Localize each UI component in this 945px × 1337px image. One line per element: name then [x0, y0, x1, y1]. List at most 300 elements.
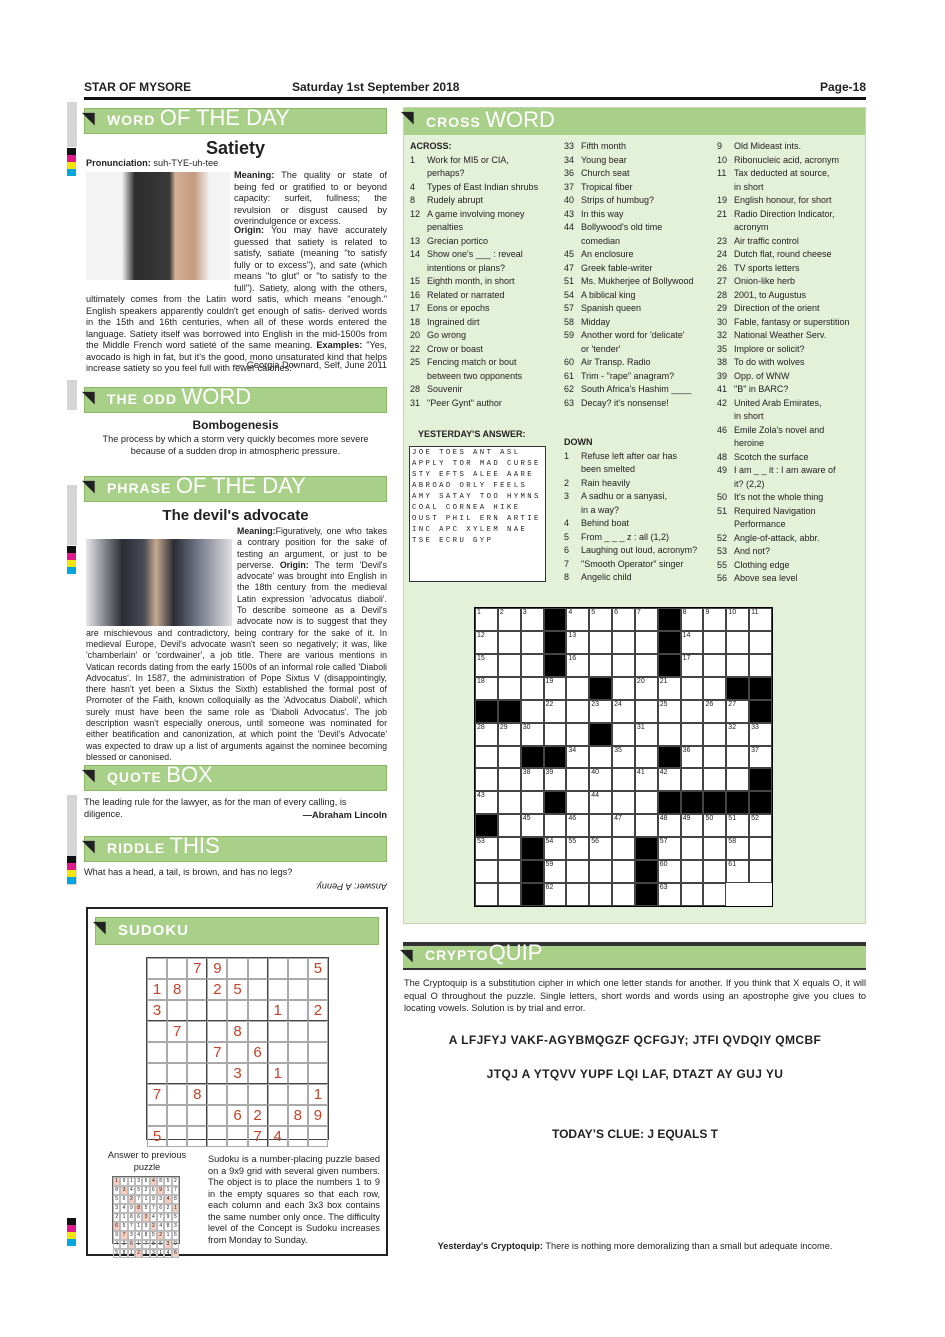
- grid-cell[interactable]: 36: [681, 746, 704, 769]
- sudoku-cell[interactable]: 8: [227, 1021, 247, 1042]
- black-square[interactable]: [521, 746, 544, 769]
- answer-word: ALEE: [473, 471, 507, 479]
- grid-cell[interactable]: [521, 791, 544, 814]
- grid-cell[interactable]: [681, 860, 704, 883]
- sudoku-cell[interactable]: 3: [227, 1063, 247, 1084]
- sudoku-cell[interactable]: [308, 1021, 328, 1042]
- grid-cell[interactable]: [612, 837, 635, 860]
- sudoku-cell[interactable]: [248, 958, 268, 979]
- grid-cell[interactable]: 55: [566, 837, 589, 860]
- grid-cell[interactable]: [749, 837, 772, 860]
- grid-cell[interactable]: [612, 883, 635, 906]
- sudoku-cell[interactable]: [308, 979, 328, 1000]
- grid-cell[interactable]: 13: [566, 631, 589, 654]
- black-square[interactable]: [749, 677, 772, 700]
- grid-cell[interactable]: 32: [726, 723, 749, 746]
- sudoku-cell[interactable]: [268, 979, 288, 1000]
- sudoku-cell[interactable]: [268, 958, 288, 979]
- black-square[interactable]: [635, 860, 658, 883]
- answer-cell: 6: [120, 1195, 127, 1204]
- answer-word: ORLY: [459, 482, 494, 490]
- clue-item: 5 From _ _ _ z : all (1,2): [564, 531, 670, 542]
- grid-cell[interactable]: 9: [703, 608, 726, 631]
- sudoku-cell[interactable]: 5: [308, 958, 328, 979]
- sudoku-cell[interactable]: 7: [187, 958, 207, 979]
- sudoku-cell[interactable]: [227, 958, 247, 979]
- grid-cell[interactable]: 52: [749, 814, 772, 837]
- answer-cell: 1: [142, 1195, 149, 1204]
- grid-cell[interactable]: [703, 860, 726, 883]
- black-square[interactable]: [749, 768, 772, 791]
- grid-cell[interactable]: [544, 723, 567, 746]
- grid-cell[interactable]: [681, 837, 704, 860]
- sudoku-cell[interactable]: [288, 979, 308, 1000]
- answer-word: INC: [412, 526, 440, 534]
- clue-item: 57 Spanish queen: [564, 303, 642, 313]
- grid-cell[interactable]: 27: [726, 700, 749, 723]
- sudoku-cell[interactable]: 9: [207, 958, 227, 979]
- grid-cell[interactable]: [635, 654, 658, 677]
- sudoku-cell[interactable]: 1: [268, 1063, 288, 1084]
- grid-cell[interactable]: 1: [475, 608, 498, 631]
- sudoku-cell[interactable]: 1: [268, 1000, 288, 1021]
- grid-cell[interactable]: [475, 883, 498, 906]
- grid-cell[interactable]: [521, 654, 544, 677]
- sudoku-cell[interactable]: [147, 1021, 167, 1042]
- sudoku-cell[interactable]: [167, 1000, 187, 1021]
- grid-cell[interactable]: [475, 746, 498, 769]
- sudoku-cell[interactable]: [187, 1063, 207, 1084]
- grid-cell[interactable]: 5: [589, 608, 612, 631]
- sudoku-cell[interactable]: [288, 958, 308, 979]
- sudoku-cell[interactable]: [268, 1105, 288, 1126]
- clue-item: 7 "Smooth Operator" singer: [564, 558, 684, 569]
- clue-item: 30 Fable, fantasy or superstition: [717, 316, 850, 327]
- sudoku-cell[interactable]: [167, 1126, 187, 1147]
- black-square[interactable]: [544, 654, 567, 677]
- cryptoquip-header: CRYPTOQUIP: [403, 942, 866, 970]
- grid-cell[interactable]: [612, 654, 635, 677]
- grid-cell[interactable]: 33: [749, 723, 772, 746]
- grid-cell[interactable]: [475, 768, 498, 791]
- grid-cell[interactable]: 41: [635, 768, 658, 791]
- sudoku-cell[interactable]: [187, 1042, 207, 1063]
- sudoku-cell[interactable]: [248, 1000, 268, 1021]
- sudoku-cell[interactable]: [147, 1042, 167, 1063]
- black-square[interactable]: [749, 791, 772, 814]
- black-square[interactable]: [635, 837, 658, 860]
- grid-cell[interactable]: [521, 700, 544, 723]
- grid-cell[interactable]: [612, 860, 635, 883]
- sudoku-cell[interactable]: [248, 979, 268, 1000]
- sudoku-grid[interactable]: [146, 957, 329, 1145]
- answer-cell: 3: [157, 1195, 164, 1204]
- grid-cell[interactable]: [703, 768, 726, 791]
- sudoku-cell[interactable]: [308, 1126, 328, 1147]
- grid-cell[interactable]: [658, 723, 681, 746]
- grid-cell[interactable]: 30: [521, 723, 544, 746]
- grid-cell[interactable]: 26: [703, 700, 726, 723]
- grid-cell[interactable]: 19: [544, 677, 567, 700]
- sudoku-cell[interactable]: 8: [167, 979, 187, 1000]
- clue-item: 8 Angelic child: [564, 572, 632, 582]
- answer-cell: 9: [164, 1213, 171, 1222]
- grid-cell[interactable]: [612, 723, 635, 746]
- grid-cell[interactable]: 53: [475, 837, 498, 860]
- grid-cell[interactable]: [521, 677, 544, 700]
- sudoku-cell[interactable]: [227, 1084, 247, 1105]
- grid-cell[interactable]: [498, 837, 521, 860]
- sudoku-cell[interactable]: [268, 1084, 288, 1105]
- answer-word: STY: [412, 471, 440, 479]
- sudoku-cell[interactable]: [187, 1000, 207, 1021]
- grid-cell[interactable]: [703, 883, 726, 906]
- black-square[interactable]: [589, 723, 612, 746]
- grid-cell[interactable]: 40: [589, 768, 612, 791]
- sudoku-cell[interactable]: 8: [187, 1084, 207, 1105]
- black-square[interactable]: [521, 860, 544, 883]
- page-header: [84, 78, 866, 100]
- black-square[interactable]: [703, 791, 726, 814]
- phrase-text: Meaning:Figuratively, one who takes a contrary position for the sake of testing an argument, or just to be perverse. Origin: The term 'Devil's advocate' was brought into English in the 18th century from the medieval Latin expression 'advocatus diaboli'. To describe someone as a Devil's advocate now is to suggest that they are mischievous and contradictory, being contrary for the sake of it. In medieval Europe, Devil's advocate wasn't seen so negatively; it was, like 'chamberlain' or 'cordwainer', a job title. There are various mentions in Vatican records dating from the early 1500s of an informal role called 'Diaboli Advocatus'. In 1587, the administration of Pope Sixtus V (disappointingly, there hasn't yet been a Sixtus the Sixth) established the formal post of Promoter of the Faith, known colloquially as the 'Advocatus Diaboli', which surely must have been the same role as 'Diaboli Advocatus'. The job description wasn't especially onerous, until someone was nominated for either beatification and canonization, at which point the 'Devil's Advocate' was expected to draw up a list of arguments against the nominee becoming blessed or canonised.: [86, 526, 387, 762]
- grid-cell[interactable]: [635, 746, 658, 769]
- sudoku-cell[interactable]: 6: [227, 1105, 247, 1126]
- sudoku-cell[interactable]: [288, 1042, 308, 1063]
- grid-cell[interactable]: 54: [544, 837, 567, 860]
- grid-cell[interactable]: 58: [726, 837, 749, 860]
- grid-cell[interactable]: [498, 860, 521, 883]
- sudoku-cell[interactable]: 6: [248, 1042, 268, 1063]
- grid-cell[interactable]: 3: [521, 608, 544, 631]
- grid-cell[interactable]: [589, 814, 612, 837]
- grid-cell[interactable]: [566, 791, 589, 814]
- black-square[interactable]: [635, 883, 658, 906]
- sudoku-cell[interactable]: [187, 1021, 207, 1042]
- grid-cell[interactable]: 20: [635, 677, 658, 700]
- sudoku-description: Sudoku is a number-placing puzzle based on a 9x9 grid with several given numbers. The object is to place the numbers 1 to 9 in the empty squares so that each row, each column and each 3x3 box contains the same number only once. The difficulty level of the Concept is Sudoku increases from Monday to Sunday.: [208, 1154, 380, 1245]
- grid-cell[interactable]: [612, 768, 635, 791]
- grid-cell[interactable]: [726, 631, 749, 654]
- sudoku-cell[interactable]: [167, 1063, 187, 1084]
- clue-item: 40 Strips of humbug?: [564, 195, 655, 205]
- arrow-icon: [82, 763, 101, 782]
- grid-cell[interactable]: [544, 814, 567, 837]
- grid-cell[interactable]: 39: [544, 768, 567, 791]
- grid-cell[interactable]: [703, 654, 726, 677]
- sudoku-cell[interactable]: [308, 1063, 328, 1084]
- black-square[interactable]: [589, 677, 612, 700]
- grid-cell[interactable]: 29: [498, 723, 521, 746]
- grid-cell[interactable]: [566, 883, 589, 906]
- grid-cell[interactable]: 22: [544, 700, 567, 723]
- grid-cell[interactable]: 24: [612, 700, 635, 723]
- grid-cell[interactable]: 50: [703, 814, 726, 837]
- grid-cell[interactable]: [749, 631, 772, 654]
- grid-cell[interactable]: [498, 631, 521, 654]
- grid-cell[interactable]: [498, 791, 521, 814]
- sudoku-cell[interactable]: 2: [207, 979, 227, 1000]
- black-square[interactable]: [544, 608, 567, 631]
- answer-cell: 4: [150, 1213, 157, 1222]
- grid-cell[interactable]: [635, 631, 658, 654]
- grid-cell[interactable]: 42: [658, 768, 681, 791]
- sudoku-cell[interactable]: 7: [147, 1084, 167, 1105]
- grid-cell[interactable]: 45: [521, 814, 544, 837]
- clue-item: comedian: [581, 235, 621, 246]
- black-square[interactable]: [749, 700, 772, 723]
- grid-cell[interactable]: 10: [726, 608, 749, 631]
- grid-cell[interactable]: [681, 883, 704, 906]
- grid-cell[interactable]: 31: [635, 723, 658, 746]
- grid-cell[interactable]: [681, 723, 704, 746]
- sudoku-cell[interactable]: [207, 1063, 227, 1084]
- sudoku-cell[interactable]: [288, 1021, 308, 1042]
- grid-cell[interactable]: [749, 654, 772, 677]
- grid-cell[interactable]: 48: [658, 814, 681, 837]
- sudoku-cell[interactable]: [288, 1063, 308, 1084]
- grid-cell[interactable]: 44: [589, 791, 612, 814]
- sudoku-cell[interactable]: 8: [288, 1105, 308, 1126]
- grid-cell[interactable]: [635, 791, 658, 814]
- grid-cell[interactable]: 8: [681, 608, 704, 631]
- grid-cell[interactable]: 47: [612, 814, 635, 837]
- sudoku-cell[interactable]: [147, 1105, 167, 1126]
- grid-cell[interactable]: [498, 654, 521, 677]
- grid-cell[interactable]: 46: [566, 814, 589, 837]
- grid-cell[interactable]: 57: [658, 837, 681, 860]
- sudoku-cell[interactable]: 3: [147, 1000, 167, 1021]
- grid-cell[interactable]: 18: [475, 677, 498, 700]
- black-square[interactable]: [544, 631, 567, 654]
- clue-item: 27 Onion-like herb: [717, 276, 796, 286]
- grid-cell[interactable]: 63: [658, 883, 681, 906]
- sudoku-cell[interactable]: 5: [147, 1126, 167, 1147]
- grid-cell[interactable]: [566, 700, 589, 723]
- grid-cell[interactable]: 4: [566, 608, 589, 631]
- grid-cell[interactable]: 25: [658, 700, 681, 723]
- black-square[interactable]: [475, 700, 498, 723]
- sudoku-cell[interactable]: [207, 1105, 227, 1126]
- grid-cell[interactable]: [681, 677, 704, 700]
- clue-item: 48 Scotch the surface: [717, 451, 809, 462]
- sudoku-cell[interactable]: [207, 1021, 227, 1042]
- grid-cell[interactable]: [475, 860, 498, 883]
- grid-cell[interactable]: 59: [544, 860, 567, 883]
- sudoku-cell[interactable]: [288, 1126, 308, 1147]
- sudoku-cell[interactable]: [167, 1084, 187, 1105]
- black-square[interactable]: [498, 700, 521, 723]
- answer-word: ANT: [473, 449, 501, 457]
- grid-cell[interactable]: 6: [612, 608, 635, 631]
- grid-cell[interactable]: [703, 631, 726, 654]
- grid-cell[interactable]: [681, 700, 704, 723]
- grid-cell[interactable]: [726, 746, 749, 769]
- quote-author: —Abraham Lincoln: [302, 810, 387, 820]
- grid-cell[interactable]: [703, 723, 726, 746]
- grid-cell[interactable]: 62: [544, 883, 567, 906]
- grid-cell[interactable]: [566, 677, 589, 700]
- grid-cell[interactable]: 43: [475, 791, 498, 814]
- grid-cell[interactable]: 38: [521, 768, 544, 791]
- margin-bar: [67, 485, 77, 545]
- sudoku-cell[interactable]: [248, 1063, 268, 1084]
- grid-cell[interactable]: [681, 768, 704, 791]
- sudoku-cell[interactable]: [187, 1105, 207, 1126]
- sudoku-cell[interactable]: [288, 1000, 308, 1021]
- grid-cell[interactable]: [612, 791, 635, 814]
- grid-cell[interactable]: 23: [589, 700, 612, 723]
- answer-word: CORNEA: [445, 504, 494, 512]
- grid-cell[interactable]: 2: [498, 608, 521, 631]
- answer-word: ERN: [479, 515, 507, 523]
- grid-cell[interactable]: [635, 814, 658, 837]
- sudoku-cell[interactable]: [227, 1126, 247, 1147]
- grid-cell[interactable]: [589, 654, 612, 677]
- arrow-icon: [93, 915, 112, 934]
- answer-cell: 6: [157, 1204, 164, 1213]
- black-square[interactable]: [658, 608, 681, 631]
- arrow-icon: [82, 106, 101, 125]
- answer-cell: 6: [135, 1213, 142, 1222]
- black-square[interactable]: [658, 746, 681, 769]
- clue-item: 2 Rain heavily: [564, 477, 631, 488]
- grid-cell[interactable]: 56: [589, 837, 612, 860]
- answer-cell: 1: [157, 1249, 164, 1258]
- clue-item: 45 An enclosure: [564, 249, 634, 259]
- grid-cell[interactable]: [703, 746, 726, 769]
- grid-cell[interactable]: [589, 883, 612, 906]
- grid-cell[interactable]: 17: [681, 654, 704, 677]
- grid-cell[interactable]: [589, 631, 612, 654]
- grid-cell[interactable]: 16: [566, 654, 589, 677]
- sudoku-cell[interactable]: [268, 1042, 288, 1063]
- clue-item: 61 Trim - "rape" anagram?: [564, 370, 675, 381]
- sudoku-cell[interactable]: 9: [308, 1105, 328, 1126]
- black-square[interactable]: [544, 791, 567, 814]
- grid-cell[interactable]: 21: [658, 677, 681, 700]
- grid-cell[interactable]: [612, 631, 635, 654]
- pronunciation: Pronunciation: suh-TYE-uh-tee: [86, 158, 219, 168]
- grid-cell[interactable]: 34: [566, 746, 589, 769]
- black-square[interactable]: [544, 746, 567, 769]
- sudoku-cell[interactable]: [167, 958, 187, 979]
- sudoku-cell[interactable]: 1: [147, 979, 167, 1000]
- black-square[interactable]: [658, 631, 681, 654]
- grid-cell[interactable]: [498, 883, 521, 906]
- sudoku-cell[interactable]: 5: [227, 979, 247, 1000]
- grid-cell[interactable]: [589, 746, 612, 769]
- grid-cell[interactable]: 49: [681, 814, 704, 837]
- grid-cell[interactable]: [498, 768, 521, 791]
- arrow-icon: [82, 834, 101, 853]
- grid-cell[interactable]: [703, 677, 726, 700]
- sudoku-cell[interactable]: [248, 1021, 268, 1042]
- black-square[interactable]: [521, 837, 544, 860]
- answer-cell: 1: [135, 1222, 142, 1231]
- grid-cell[interactable]: 60: [658, 860, 681, 883]
- sudoku-cell[interactable]: 1: [308, 1084, 328, 1105]
- down-clues: DOWN 1 Refuse left after oar has been smelted 2 Rain heavily 3 A sadhu or a sanyasi, in a way? 4 Behind boat 5 From _ _ _ z : all (1,2) 6 Laughing out loud, acronym? 7 "Smooth Operator" singer 8 Angelic child: [564, 436, 714, 585]
- black-square[interactable]: [658, 654, 681, 677]
- sudoku-cell[interactable]: [248, 1084, 268, 1105]
- sudoku-cell[interactable]: [167, 1105, 187, 1126]
- answer-cell: 6: [128, 1240, 135, 1249]
- black-square[interactable]: [658, 791, 681, 814]
- grid-cell[interactable]: 14: [681, 631, 704, 654]
- grid-cell[interactable]: 61: [726, 860, 749, 883]
- arrow-icon: [401, 105, 420, 124]
- crossword-grid[interactable]: [474, 607, 773, 907]
- sudoku-cell[interactable]: [227, 1042, 247, 1063]
- clue-item: 62 South Africa's Hashim ____: [564, 384, 692, 394]
- sudoku-cell[interactable]: 7: [248, 1126, 268, 1147]
- grid-cell[interactable]: 37: [749, 746, 772, 769]
- answer-cell: 7: [150, 1204, 157, 1213]
- grid-cell[interactable]: 12: [475, 631, 498, 654]
- grid-cell[interactable]: [612, 677, 635, 700]
- grid-cell[interactable]: [589, 860, 612, 883]
- sudoku-cell[interactable]: [207, 1084, 227, 1105]
- black-square[interactable]: [475, 814, 498, 837]
- black-square[interactable]: [726, 677, 749, 700]
- sudoku-cell[interactable]: [187, 1126, 207, 1147]
- grid-cell[interactable]: [521, 631, 544, 654]
- grid-cell[interactable]: [498, 746, 521, 769]
- black-square[interactable]: [726, 791, 749, 814]
- black-square[interactable]: [681, 791, 704, 814]
- sudoku-cell[interactable]: [167, 1042, 187, 1063]
- grid-cell[interactable]: [749, 860, 772, 883]
- sudoku-cell[interactable]: 2: [248, 1105, 268, 1126]
- grid-cell[interactable]: 15: [475, 654, 498, 677]
- sudoku-cell[interactable]: 7: [207, 1042, 227, 1063]
- sudoku-cell[interactable]: [207, 1126, 227, 1147]
- clue-item: 42 United Arab Emirates,: [717, 397, 822, 408]
- grid-cell[interactable]: 7: [635, 608, 658, 631]
- margin-bar: [67, 380, 77, 410]
- sudoku-cell[interactable]: 2: [308, 1000, 328, 1021]
- grid-cell[interactable]: [635, 700, 658, 723]
- answer-cell: 7: [172, 1186, 179, 1195]
- grid-cell[interactable]: [498, 677, 521, 700]
- sudoku-cell[interactable]: [147, 958, 167, 979]
- sudoku-cell[interactable]: [308, 1042, 328, 1063]
- answer-cell: 3: [150, 1249, 157, 1258]
- grid-cell[interactable]: 51: [726, 814, 749, 837]
- grid-cell[interactable]: 28: [475, 723, 498, 746]
- grid-cell[interactable]: [566, 723, 589, 746]
- sudoku-cell[interactable]: [268, 1021, 288, 1042]
- answer-cell: 5: [135, 1186, 142, 1195]
- sudoku-cell[interactable]: 7: [167, 1021, 187, 1042]
- grid-cell[interactable]: [498, 814, 521, 837]
- sudoku-cell[interactable]: [187, 979, 207, 1000]
- black-square[interactable]: [521, 883, 544, 906]
- grid-cell[interactable]: 35: [612, 746, 635, 769]
- answer-word: TSE: [412, 537, 440, 545]
- grid-cell[interactable]: [566, 860, 589, 883]
- grid-cell[interactable]: [726, 654, 749, 677]
- sudoku-cell[interactable]: 4: [268, 1126, 288, 1147]
- grid-cell[interactable]: [703, 837, 726, 860]
- sudoku-cell[interactable]: [288, 1084, 308, 1105]
- sudoku-cell[interactable]: [207, 1000, 227, 1021]
- sudoku-cell[interactable]: [227, 1000, 247, 1021]
- grid-cell[interactable]: [726, 768, 749, 791]
- grid-cell[interactable]: 11: [749, 608, 772, 631]
- grid-cell[interactable]: [566, 768, 589, 791]
- sudoku-cell[interactable]: [147, 1063, 167, 1084]
